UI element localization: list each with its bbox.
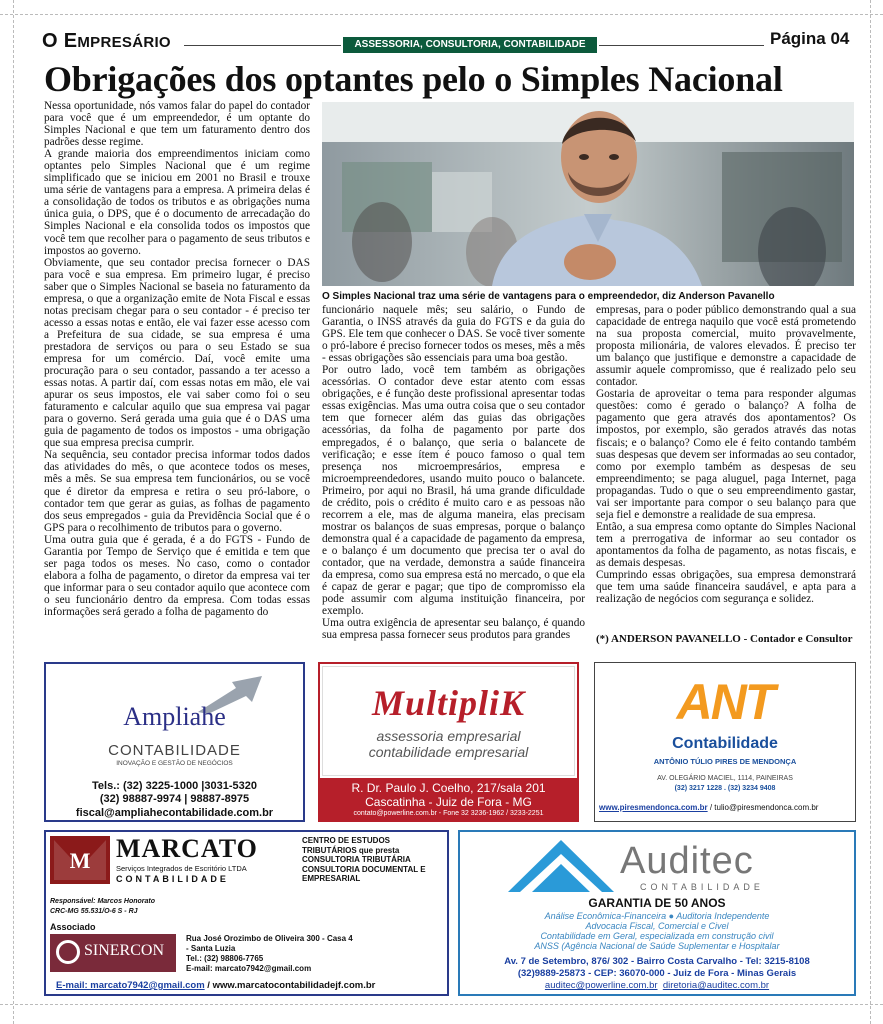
ant-phones: (32) 3217 1228 . (32) 3234 9408 <box>674 785 776 792</box>
marcato-footer-site[interactable]: / www.marcatocontabilidadejf.com.br <box>207 980 376 991</box>
sinercon-logo <box>50 934 176 972</box>
paragraph: Cumprindo essas obrigações, sua empresa demonstrará que tem uma saúde financeira saudável, e apta para a realização de negócios com segurança e solidez. <box>596 569 856 606</box>
paragraph: Por outro lado, você tem também as obrigações acessórias. O contador deve estar atento com essas obrigações, e é função deste profissional apresentar todas essas exigências. Mas uma outra coisa que o seu contador tem que fornecer além das guias das obrigações acessórias, da folha de pagamento por parte dos empregados, é o balanço, que seria o balancete de verificação; e esse ítem é pouco famoso o qual tem presença nos microempresários, empresa e microempreendedores, usando muito pouco o balancete. Primeiro, por aqui no Brasil, há uma grande dificuldade de crédito, pois o crédito é muito caro e as pessoas não recorrem a ele, mas de alguma maneira, elas precisam mostrar os balanços de suas empresas, porque o balanço demonstra qual é a capacidade de pagamento da empresa, e o balanço é um documento que precisa ter o aval do contador, que na verdade, demonstra a saúde financeira da empresa, como sua empresa está no mercado, o que ela é capaz de gerar e pagar; que tipo de compromisso ela pode assumir com alguma instituição financeira, por exemplo. <box>322 364 585 618</box>
auditec-service-4: ANSS (Agência Nacional de Saúde Suplementar e Hospitalar <box>534 941 780 951</box>
ad-ant[interactable] <box>594 662 856 822</box>
ant-site-link[interactable]: www.piresmendonca.com.br <box>599 803 708 812</box>
ant-logo: ANT <box>676 674 774 730</box>
paragraph: Nessa oportunidade, nós vamos falar do papel do contador para você que é um empreendedor, é um optante do Simples Nacional e que tem um faturamento dentro dos padrões desse regime. <box>44 100 310 149</box>
auditec-guarantee: GARANTIA DE 50 ANOS <box>588 896 726 910</box>
ad-multiplik[interactable] <box>318 662 579 822</box>
auditec-phones: (32)9889-25873 - CEP: 36070-000 - Juiz de Fora - Minas Gerais <box>517 968 797 979</box>
paragraph: Na sequência, seu contador precisa informar todos dados das atividades do mês, o que acontece todos os meses, mês a mês. Se sua empresa tem funcionários, ou se você que é diretor da empresa e retira o seu pró-labore, o contador tem que gerar as guias, as folhas de pagamento dos seus empregados - guia da Previdência Social que é o GPS para o recolhimento de tributos para o governo. <box>44 449 310 534</box>
paragraph: Uma outra exigência de apresentar seu balanço, é quando sua empresa passa fornecer seus produtos para grandes <box>322 617 585 642</box>
section-tag: ASSESSORIA, CONSULTORIA, CONTABILIDADE <box>343 37 597 53</box>
ampliahe-email[interactable]: fiscal@ampliahecontabilidade.com.br <box>75 807 274 819</box>
ampliahe-sub: CONTABILIDADE <box>108 742 241 759</box>
article-photo <box>322 102 854 286</box>
sinercon-name: SINERCON <box>84 942 165 959</box>
ant-email[interactable]: / tulio@piresmendonca.com.br <box>709 803 819 812</box>
ad-marcato[interactable] <box>44 830 449 996</box>
marcato-contact-block <box>186 934 446 974</box>
paragraph: Gostaria de aproveitar o tema para responder algumas questões: como é gerado o balanço? A folha de pagamento que gera através dos apontamentos? Os impostos, por exemplo, são gerados através das notas fiscais; e o balanço? Como ele é feito contando também suas despesas que devem ser informadas ao seu contador, como por exemplo também as despesas de seu empreendimento; se paga aluguel, paga Internet, paga propagandas. Tudo o que o seu empreendimento gastar, vai ser importante para compor o seu balanço para que seja fiel e demonstre a realidade de sua empresa. <box>596 388 856 521</box>
page-number: Página 04 <box>770 29 850 48</box>
paragraph: Obviamente, que seu contador precisa fornecer o DAS para você e sua empresa. Em primeiro lugar, é preciso saber que o Simples Nacional se baseia no faturamento da empresa, o que a organização emite de Nota Fiscal e essas notas precisam chegar para o seu contador - é preciso ter acesso a essas notas e então, ele vai fazer esse acesso com a Prefeitura de sua cidade, se sua empresa é uma prestadora de serviços ou para o seu Estado se sua empresa for um comércio. Daí, você emite uma procuração para o seu contador, passando a ter acesso a essas notas. A partir daí, com essas notas em mão, ele vai apurar os seus impostos, ele vai saber como foi o seu faturamento e calcular aquilo que sua empresa vai pagar para o governo. Será gerada uma guia que é o DAS uma guia de pagamento de todos os impostos - uma obrigação que sua empresa precisa cumprir. <box>44 256 310 450</box>
ant-contact-line <box>599 803 853 812</box>
photo-caption: O Simples Nacional traz uma série de vantagens para o empreendedor, diz Anderson Pavanello <box>322 291 775 302</box>
ant-owner: ANTÔNIO TÚLIO PIRES DE MENDONÇA <box>653 757 797 766</box>
article-column-3 <box>596 304 856 626</box>
multiplik-contact[interactable]: contato@powerline.com.br - Fone 32 3236-1962 / 3233-2251 <box>353 810 544 817</box>
paragraph: funcionário naquele mês; seu salário, o Fundo de Garantia, o INSS através da guia do FGTS e da guia do GPS. Ele tem que conhecer o DAS. Se você tiver somente o pró-labore é preciso fornecer todos os meses, mês a mês - essas obrigações são essenciais para uma boa gestão. <box>322 304 585 365</box>
paragraph: Uma outra guia que é gerada, é a do FGTS - Fundo de Garantia por Tempo de Serviço que é emitida e tem que ser paga todos os meses. No caso, como o contador elabora a folha de pagamento, o diretor da empresa vai ter que informar para o seu contador aquilo que acontece com o seu funcionário dentro da empresa. Com todas essas informações será gerado a folha de pagamento do <box>44 533 310 618</box>
marcato-footer-email[interactable]: E-mail: marcato7942@gmail.com <box>56 980 205 991</box>
header-rule-right <box>599 45 764 46</box>
multiplik-address: R. Dr. Paulo J. Coelho, 217/sala 201 <box>351 781 546 795</box>
auditec-name: Auditec <box>620 840 754 882</box>
paragraph: A grande maioria dos empreendimentos iniciam como optantes pelo Simples Nacional que é um regime simplificado que se iniciou em 2001 no Brasil e trouxe uma série de vantagens para a empresa. A primeira delas é a consolidação de todos os tributos e as obrigações numa única guia, o DPS, que é o documento de arrecadação do Simples Nacional e ela consolida todos os impostos que você tem que recolher para o pagamento de seus tributos e impostos ao governo. <box>44 148 310 257</box>
multiplik-line-1: assessoria empresarial <box>376 728 521 744</box>
ampliahe-phone-1: Tels.: (32) 3225-1000 |3031-5320 <box>92 780 257 792</box>
marcato-responsible: Responsável: Marcos Honorato <box>50 898 156 905</box>
auditec-email-1[interactable]: auditec@powerline.com.br <box>544 980 658 991</box>
auditec-service-2: Advocacia Fiscal, Comercial e Civel <box>585 921 729 931</box>
cut-guide-left <box>13 0 14 1024</box>
marcato-tel: Tel.: (32) 98806-7765 <box>186 954 264 963</box>
auditec-triangle-logo-icon <box>506 836 616 896</box>
multiplik-city: Cascatinha - Juiz de Fora - MG <box>365 795 532 809</box>
multiplik-name: MultipliK <box>371 683 526 723</box>
marcato-associated: Associado <box>50 922 96 932</box>
article-column-1 <box>44 100 310 660</box>
multiplik-line-2: contabilidade empresarial <box>368 744 529 760</box>
headline: Obrigações dos optantes pelo o Simples Nacional <box>44 59 783 99</box>
marcato-address-1: Rua José Orozimbo de Oliveira 300 - Casa 4 <box>186 934 353 943</box>
cut-guide-bottom <box>0 1004 883 1005</box>
header-rule-left <box>184 45 341 46</box>
svg-text:M: M <box>69 848 91 873</box>
ant-address: AV. OLEGÁRIO MACIEL, 1114, PAINEIRAS <box>657 775 793 782</box>
marcato-services: CENTRO DE ESTUDOS TRIBUTÁRIOS que presta CONSULTORIA TRIBUTÁRIA CONSULTORIA DOCUMENTAL E EMPRESARIAL <box>302 836 426 883</box>
marcato-sub-2: CONTABILIDADE <box>116 874 229 884</box>
marcato-email[interactable]: E-mail: marcato7942@gmail.com <box>186 964 312 973</box>
marcato-crc: CRC-MG 55.531/O-6 S - RJ <box>50 908 138 915</box>
cut-guide-right <box>870 0 871 1024</box>
section-title: O EMPRESÁRIO <box>42 30 171 52</box>
paragraph: Então, a sua empresa como optante do Simples Nacional tem a prerrogativa de informar ao seu contador os apontamentos da folha de pagamento, as notas fiscais, e as demais despesas. <box>596 520 856 569</box>
paragraph: empresas, para o poder público demonstrando qual a sua capacidade de entrega naquilo que você está prometendo na sua proposta comercial, muito provavelmente, proposta milionária, de valores elevados. É preciso ter um balanço que justifique e demonstre a capacidade de assumir aquele compromisso, que é realizado pelo seu contador. <box>596 304 856 389</box>
ant-name: Contabilidade <box>672 735 778 752</box>
marcato-footer <box>56 980 446 991</box>
ampliahe-phone-2: (32) 98887-9974 | 98887-8975 <box>99 793 250 805</box>
marcato-address-2: - Santa Luzia <box>186 944 236 953</box>
auditec-service-3: Contabilidade em Geral, especializada em construção civil <box>540 931 774 941</box>
ampliahe-tagline: INOVAÇÃO E GESTÃO DE NEGÓCIOS <box>116 760 233 767</box>
auditec-service-1: Análise Econômica-Financeira ● Auditoria Independente <box>544 911 770 921</box>
marcato-sub-1: Serviços Integrados de Escritório LTDA <box>116 864 247 873</box>
marcato-name: MARCATO <box>116 834 258 863</box>
ampliahe-name: Ampliahe <box>123 702 226 731</box>
ad-ampliahe[interactable] <box>44 662 305 822</box>
auditec-address: Av. 7 de Setembro, 876/ 302 - Bairro Costa Carvalho - Tel: 3215-8108 <box>504 956 810 967</box>
article-column-2 <box>322 304 585 646</box>
cut-guide-top <box>0 14 883 15</box>
auditec-sub: CONTABILIDADE <box>640 882 764 892</box>
author-signature: (*) ANDERSON PAVANELLO - Contador e Consultor <box>596 633 853 645</box>
sinercon-circle-icon <box>56 940 80 964</box>
marcato-m-logo-icon <box>50 836 110 884</box>
auditec-email-2[interactable]: diretoria@auditec.com.br <box>662 980 770 991</box>
auditec-emails <box>460 980 854 991</box>
ad-auditec[interactable] <box>458 830 856 996</box>
